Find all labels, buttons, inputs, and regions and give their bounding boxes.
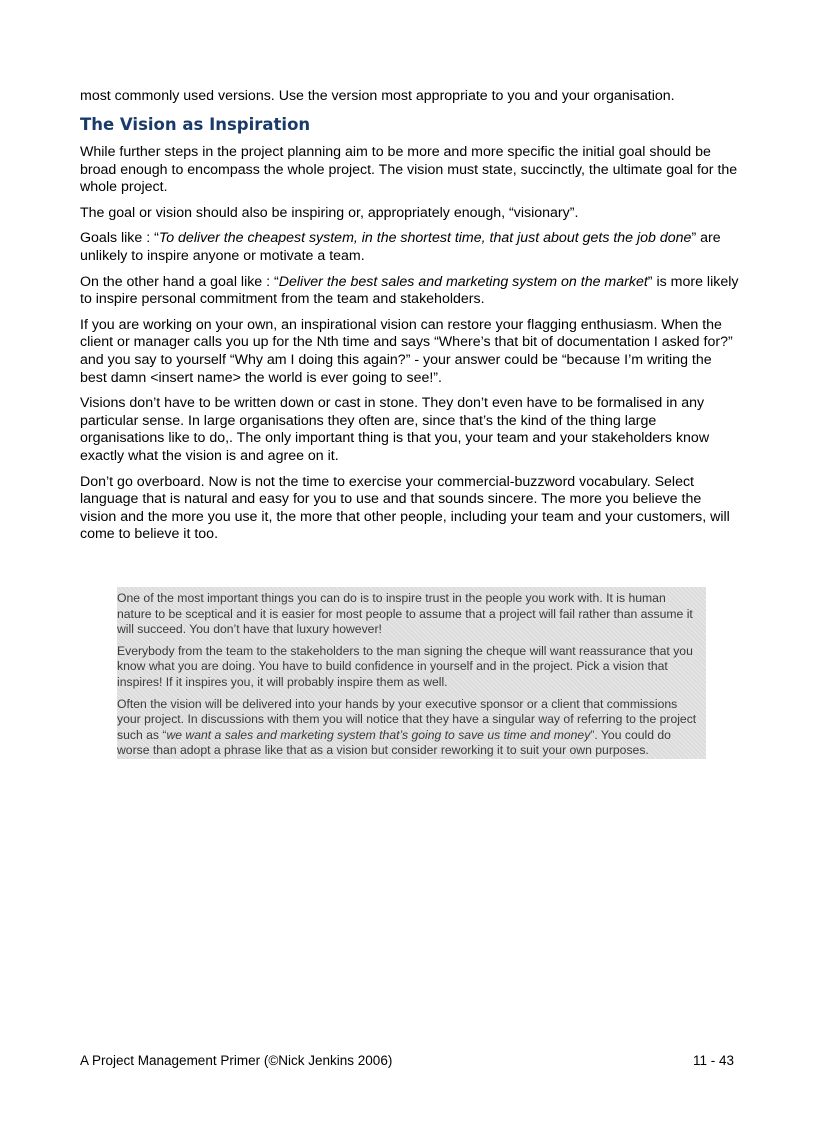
paragraph-4-after: ” is more likely to inspire personal commitment from the team and stakeholders. (80, 273, 739, 308)
paragraph-5: If you are working on your own, an inspirational vision can restore your flagging enthusiasm. When the client or manager calls you up for the Nth time and says “Where’s that bit of documentation I asked for?” and you say to yourself “Why am I doing this again?” - your answer could be “because I’m writing the best damn <insert name> the world is ever going to see!”. (80, 316, 733, 386)
section-heading: The Vision as Inspiration (80, 115, 311, 134)
paragraph-7: Don’t go overboard. Now is not the time to exercise your commercial-buzzword vocabulary. Select language that is natural and easy for you to use and that sounds sincere. The more you believe the vision and the more you use it, the more that other people, including your team and your customers, will come to believe it too. (80, 473, 730, 543)
paragraph-4-before: On the other hand a goal like : “ (80, 273, 279, 290)
callout-paragraph-3-before: Often the vision will be delivered into your hands by your executive sponsor or a client that commissions your project. In discussions with them you will notice that they have a singular way of referring to the project such as “ (117, 696, 697, 742)
paragraph-4 (80, 274, 740, 309)
callout-paragraph-1: One of the most important things you can do is to inspire trust in the people you work with. It is human nature to be sceptical and it is easier for most people to assume that a project will fail rather than assume it will succeed. You don’t have that luxury however! (117, 591, 693, 637)
section-body (80, 144, 740, 552)
callout-paragraph-3-quote: we want a sales and marketing system that’s going to save us time and money (166, 727, 591, 742)
callout-paragraph-3 (117, 697, 698, 759)
paragraph-3-quote: To deliver the cheapest system, in the shortest time, that just about gets the job done (158, 230, 692, 247)
tip-callout-box (117, 587, 706, 759)
paragraph-3 (80, 230, 740, 265)
paragraph-4-quote: Deliver the best sales and marketing system on the market (278, 273, 648, 290)
paragraph-3-after: ” are unlikely to inspire anyone or motivate a team. (80, 230, 721, 264)
paragraph-3-before: Goals like : “ (80, 230, 159, 247)
paragraph-6: Visions don’t have to be written down or cast in stone. They don’t even have to be formalised in any particular sense. In large organisations they often are, since that’s the kind of the thing large organisations like to do,. The only important thing is that you, your team and your stakeholders know exactly what the vision is and agree on it. (80, 395, 710, 464)
intro-continuation: most commonly used versions. Use the version most appropriate to you and your organisation. (80, 88, 675, 104)
callout-paragraph-2: Everybody from the team to the stakeholders to the man signing the cheque will want reassurance that you know what you are doing. You have to build confidence in yourself and in the project. Pick a vision that inspires! If it inspires you, it will probably inspire them as well. (117, 643, 693, 689)
paragraph-1: While further steps in the project planning aim to be more and more specific the initial goal should be broad enough to encompass the whole project. The vision must state, succinctly, the ultimate goal for the whole project. (80, 144, 738, 196)
footer-copyright: A Project Management Primer (©Nick Jenkins 2006) (80, 1053, 393, 1068)
callout-paragraph-3-after: ”. You could do worse than adopt a phrase like that as a vision but consider reworking it to suit your own purposes. (117, 727, 671, 758)
footer-page-number: 11 - 43 (692, 1053, 734, 1068)
paragraph-2: The goal or vision should also be inspiring or, appropriately enough, “visionary”. (80, 204, 579, 221)
